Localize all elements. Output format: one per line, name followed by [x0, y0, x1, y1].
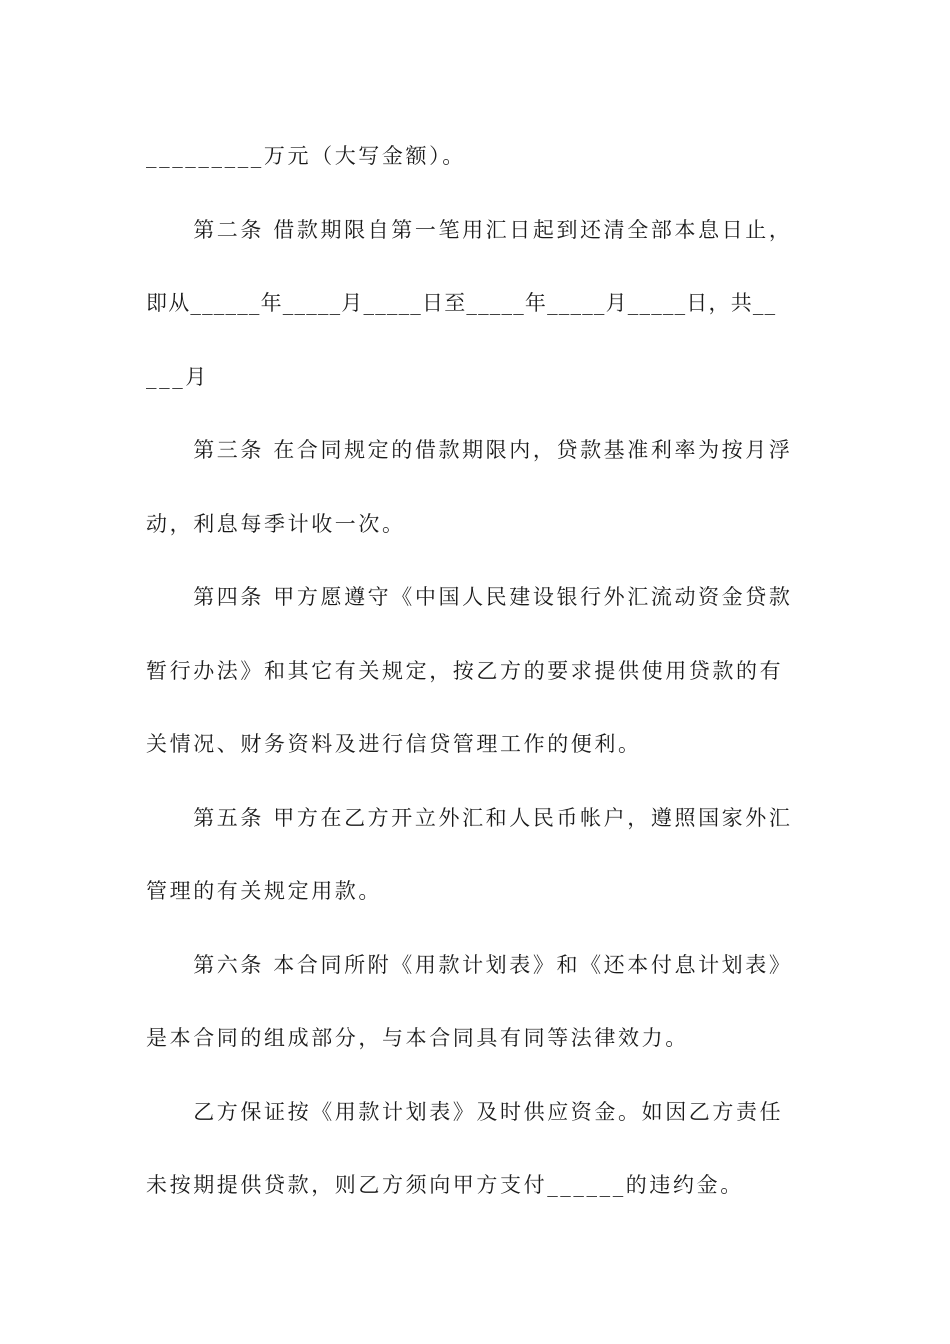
text-line-article-3-cont: 动，利息每季计收一次。 [146, 511, 406, 536]
text-line-guarantee-cont: 未按期提供贷款，则乙方须向甲方支付______的违约金。 [146, 1173, 744, 1197]
document-body [146, 141, 806, 1244]
text-line-article-5: 第五条 甲方在乙方开立外汇和人民币帐户，遵照国家外汇 [146, 805, 793, 830]
text-line-guarantee: 乙方保证按《用款计划表》及时供应资金。如因乙方责任 [146, 1099, 784, 1124]
text-line-article-3: 第三条 在合同规定的借款期限内，贷款基准利率为按月浮 [146, 438, 793, 462]
text-line-article-6-cont: 是本合同的组成部分，与本合同具有同等法律效力。 [146, 1026, 689, 1050]
text-line-article-5-cont: 管理的有关规定用款。 [146, 879, 382, 903]
text-line-article-4: 第四条 甲方愿遵守《中国人民建设银行外汇流动资金贷款 [146, 585, 793, 609]
text-line-article-2-dates: 即从______年_____月_____日至_____年_____月_____日，共__ [146, 291, 777, 315]
text-line-article-6: 第六条 本合同所附《用款计划表》和《还本付息计划表》 [146, 952, 793, 977]
text-line-article-4-cont: 暂行办法》和其它有关规定，按乙方的要求提供使用贷款的有 [146, 658, 784, 683]
text-line-article-2-months: ___月 [146, 364, 209, 389]
text-line-article-4-end: 关情况、财务资料及进行信贷管理工作的便利。 [146, 732, 642, 756]
text-line-article-2: 第二条 借款期限自第一笔用汇日起到还清全部本息日止， [146, 217, 793, 242]
text-line-amount: _________万元（大写金额）。 [146, 144, 466, 168]
